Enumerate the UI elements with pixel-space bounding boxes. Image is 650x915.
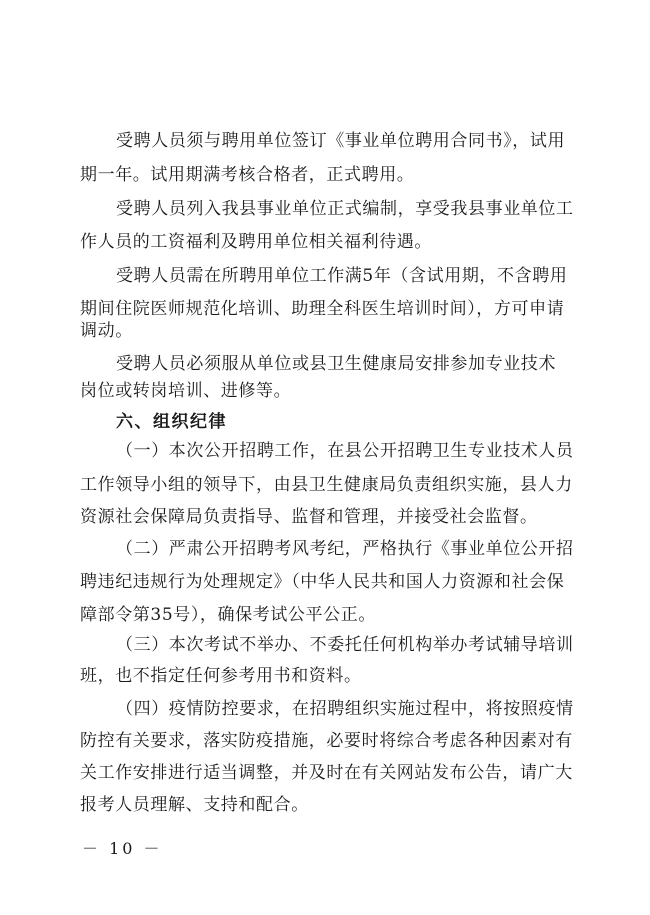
paragraph-3-line-2: 期间住院医师规范化培训、助理全科医生培训时间），方可申请 xyxy=(80,299,565,319)
item-1-line-3: 资源社会保障局负责指导、监督和管理，并接受社会监督。 xyxy=(80,507,538,527)
item-3-line-2: 班，也不指定任何参考用书和资料。 xyxy=(80,666,362,686)
paragraph-3-line-3: 调动。 xyxy=(80,321,133,341)
item-4-line-4: 报考人员理解、支持和配合。 xyxy=(80,795,309,815)
item-1-line-1: （一）本次公开招聘工作，在县公开招聘卫生专业技术人员 xyxy=(116,441,574,461)
item-2-line-2: 聘违纪违规行为处理规定》（中华人民共和国人力资源和社会保 xyxy=(80,572,565,592)
item-3-line-1: （三）本次考试不举办、不委托任何机构举办考试辅导培训 xyxy=(116,635,574,655)
paragraph-4-line-1: 受聘人员必须服从单位或县卫生健康局安排参加专业技术 xyxy=(116,354,556,374)
paragraph-1-line-2: 期一年。试用期满考核合格者，正式聘用。 xyxy=(80,165,415,185)
item-4-line-3: 关工作安排进行适当调整，并及时在有关网站发布公告，请广大 xyxy=(80,763,573,783)
paragraph-2-line-2: 作人员的工资福利及聘用单位相关福利待遇。 xyxy=(80,232,432,252)
paragraph-1-line-1: 受聘人员须与聘用单位签订《事业单位聘用合同书》，试用 xyxy=(116,131,566,151)
paragraph-4-line-2: 岗位或转岗培训、进修等。 xyxy=(80,381,292,401)
item-2-line-3: 障部令第35号），确保考试公平公正。 xyxy=(80,605,376,625)
item-1-line-2: 工作领导小组的领导下，由县卫生健康局负责组织实施，县人力 xyxy=(80,475,573,495)
item-4-line-2: 防控有关要求，落实防疫措施，必要时将综合考虑各种因素对有 xyxy=(80,731,573,751)
paragraph-3-line-1: 受聘人员需在所聘用单位工作满5年（含试用期，不含聘用 xyxy=(116,266,568,286)
section-heading: 六、组织纪律 xyxy=(116,412,227,432)
paragraph-2-line-1: 受聘人员列入我县事业单位正式编制，享受我县事业单位工 xyxy=(116,199,574,219)
item-4-line-1: （四）疫情防控要求，在招聘组织实施过程中，将按照疫情 xyxy=(116,699,574,719)
item-2-line-1: （二）严肃公开招聘考风考纪，严格执行《事业单位公开招 xyxy=(116,539,574,559)
page-number: － 10 － xyxy=(82,839,163,858)
